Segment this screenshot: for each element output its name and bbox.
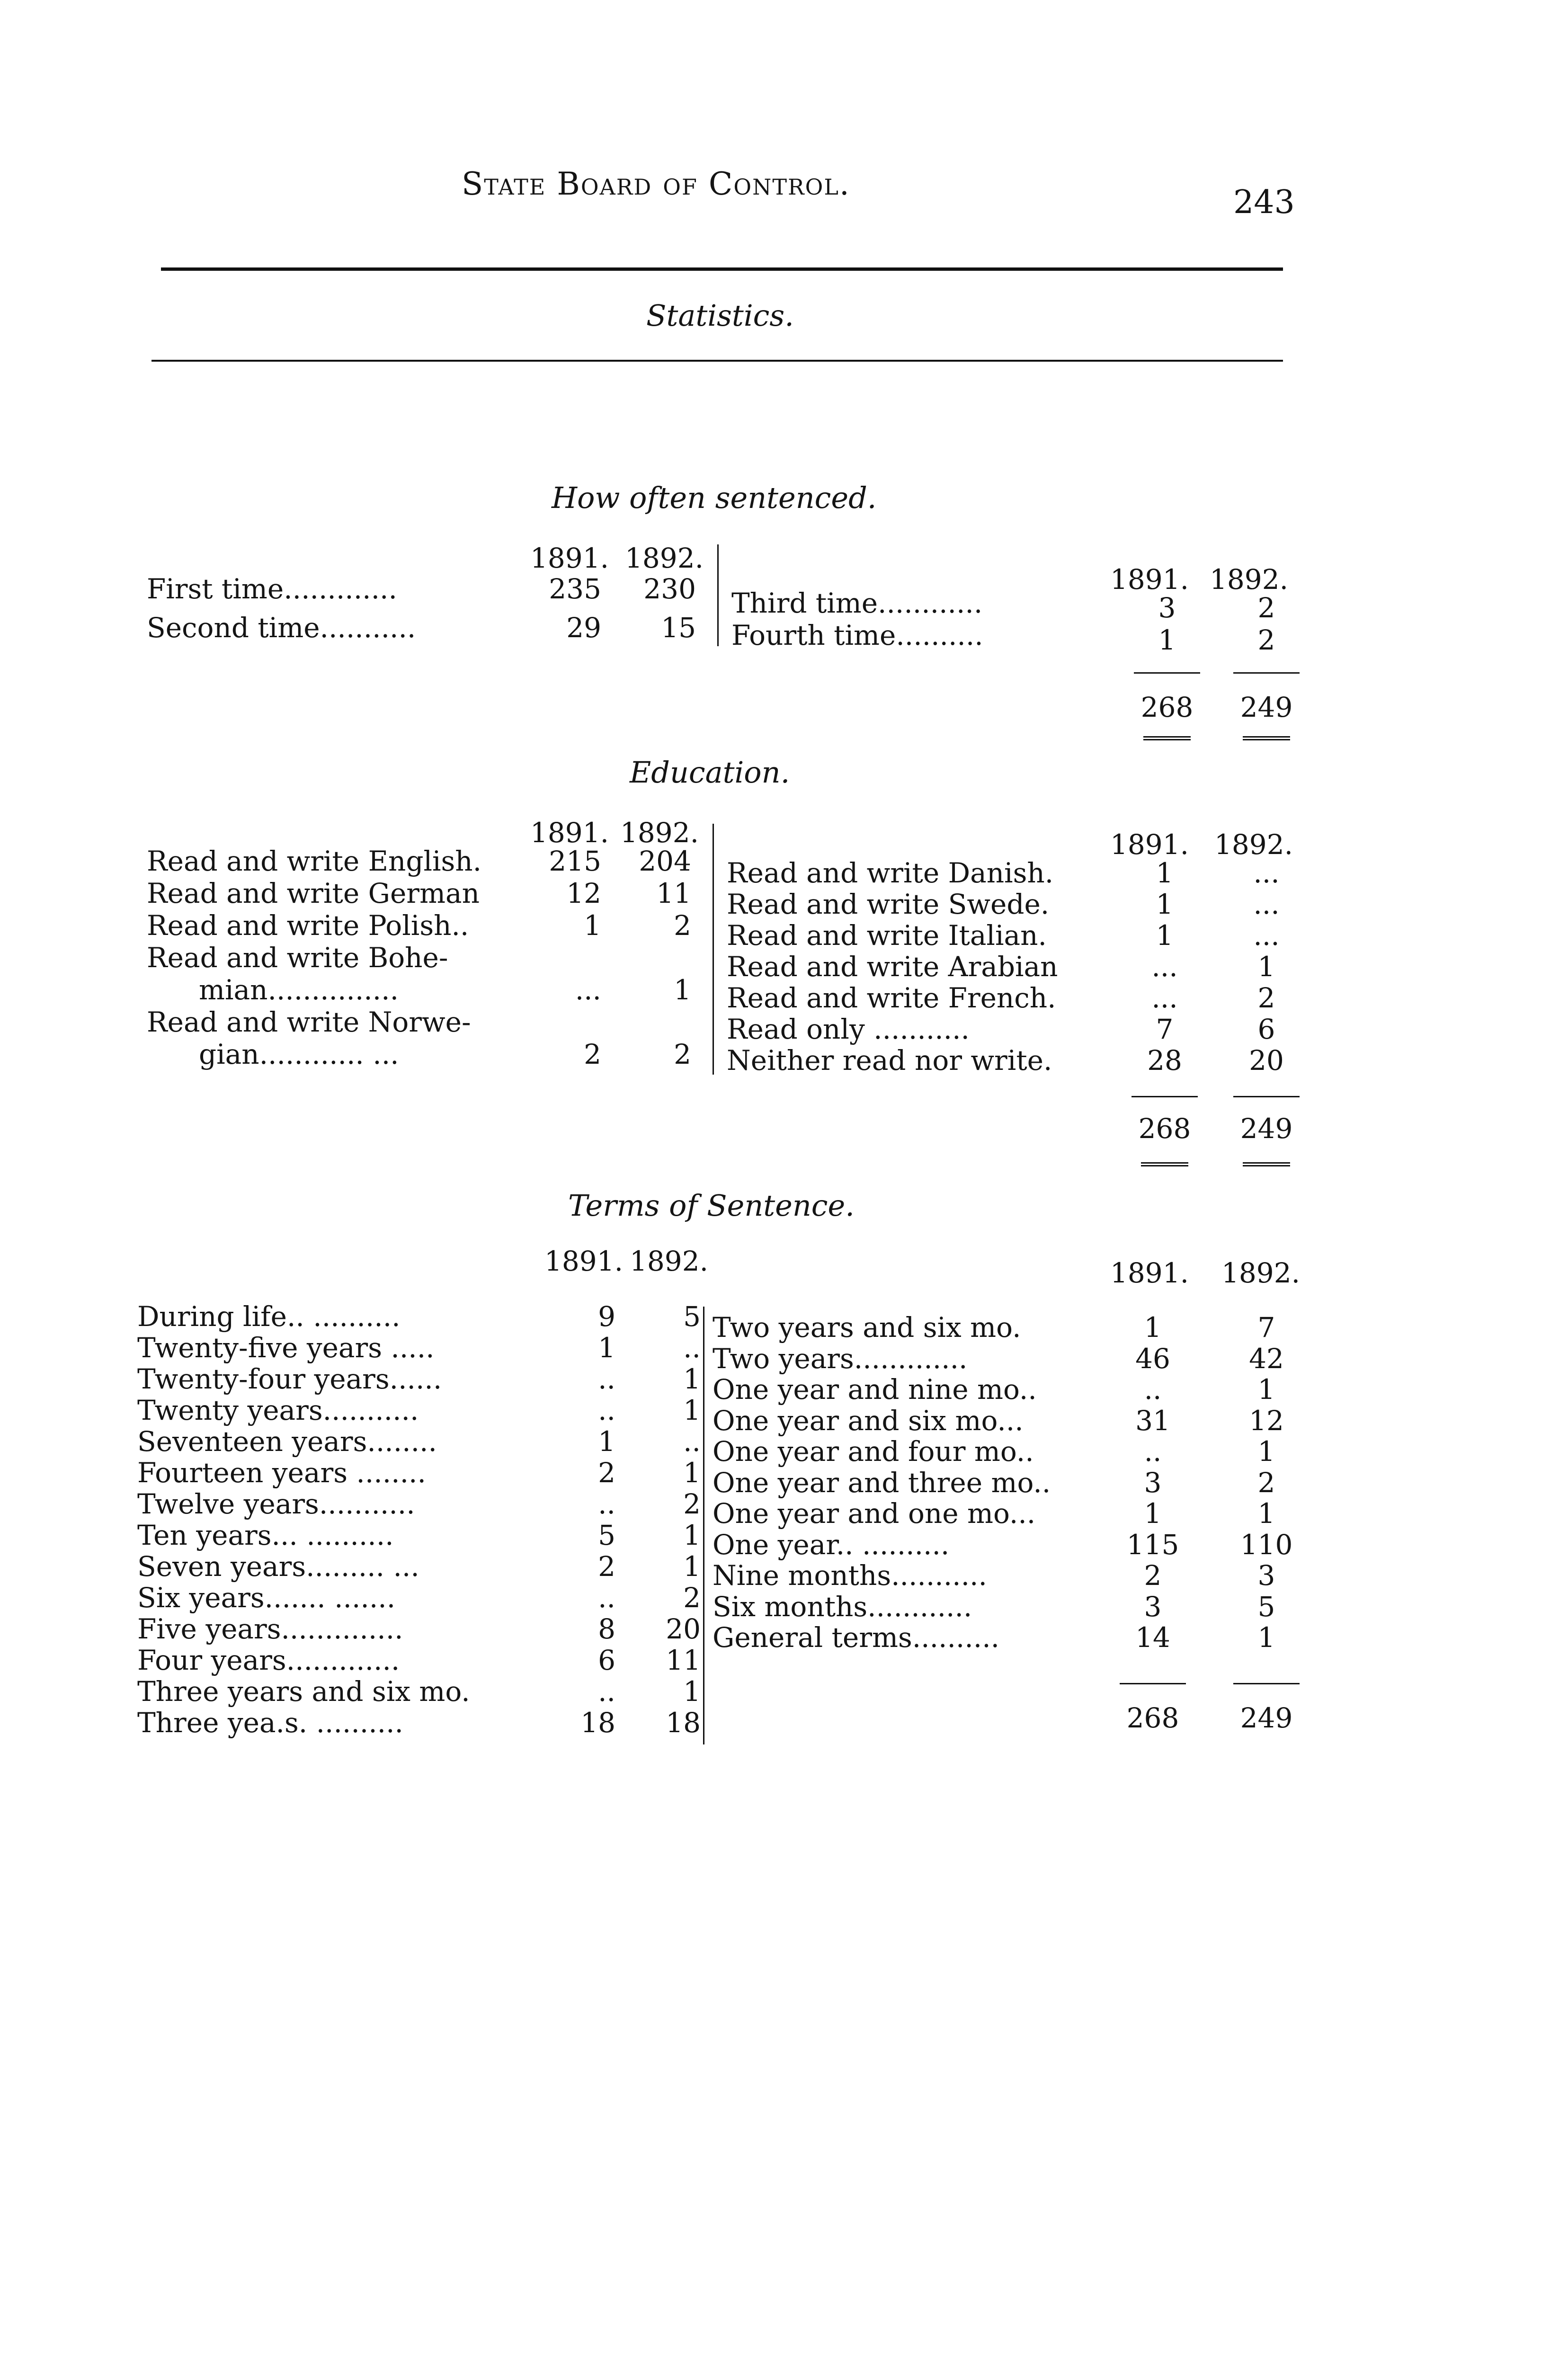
year-header: 1892. xyxy=(620,817,699,849)
row-label: General terms.......... xyxy=(713,1621,1000,1654)
value-1892: 1 xyxy=(1257,1621,1275,1654)
value-1891: 1 xyxy=(1144,1311,1162,1344)
value-1892: 204 xyxy=(639,845,691,877)
row-label: One year and nine mo.. xyxy=(713,1373,1037,1406)
year-header: 1892. xyxy=(625,542,704,574)
value-1891: .. xyxy=(598,1488,615,1520)
row-label: Read and write German xyxy=(147,877,480,909)
double-rule xyxy=(1141,1162,1188,1166)
value-1892: 1 xyxy=(683,1550,701,1583)
row-label: Read and write Polish.. xyxy=(147,909,469,942)
value-1891: 3 xyxy=(1144,1590,1162,1623)
row-label: Second time........... xyxy=(147,612,416,644)
value-1891: 3 xyxy=(1144,1466,1162,1499)
value-1891: 1 xyxy=(584,909,601,942)
row-label: First time............. xyxy=(147,573,397,605)
total-1892: 249 xyxy=(1240,1702,1293,1734)
row-label: Read and write Swede. xyxy=(727,888,1050,920)
value-1892: 2 xyxy=(1257,592,1275,624)
value-1891: .. xyxy=(1144,1373,1162,1406)
row-label: Nine months........... xyxy=(713,1559,987,1592)
value-1892: .. xyxy=(683,1332,701,1364)
total-1892: 249 xyxy=(1240,1112,1293,1145)
row-label: Ten years... .......... xyxy=(137,1519,394,1551)
row-label: Six years....... ....... xyxy=(137,1582,396,1614)
value-1892: 18 xyxy=(666,1707,701,1739)
value-1892: 2 xyxy=(1257,982,1275,1014)
value-1892: 12 xyxy=(1249,1404,1284,1437)
value-1892: 2 xyxy=(674,909,691,942)
row-label: Read and write Arabian xyxy=(727,951,1058,983)
total-1891: 268 xyxy=(1126,1702,1179,1734)
row-label: Seventeen years........ xyxy=(137,1425,437,1458)
row-label: Neither read nor write. xyxy=(727,1044,1052,1077)
row-label: During life.. .......... xyxy=(137,1300,401,1333)
row-label: Fourth time.......... xyxy=(731,619,983,651)
year-header: 1892. xyxy=(630,1245,709,1277)
value-1892: 5 xyxy=(683,1300,701,1333)
column-divider xyxy=(713,824,714,1075)
value-1891: ... xyxy=(1151,951,1178,983)
value-1892: 110 xyxy=(1240,1528,1293,1561)
row-label: Five years.............. xyxy=(137,1613,403,1645)
value-1892: 230 xyxy=(643,573,696,605)
row-label: Read and write Danish. xyxy=(727,857,1054,889)
value-1891: 1 xyxy=(598,1425,615,1458)
row-label: Read and write English. xyxy=(147,845,482,877)
value-1891: 5 xyxy=(598,1519,615,1551)
education-title: Education. xyxy=(630,755,790,790)
row-label: Two years and six mo. xyxy=(713,1311,1021,1344)
row-label: Read and write French. xyxy=(727,982,1056,1014)
value-1891: 12 xyxy=(566,877,601,909)
year-header: 1892. xyxy=(1221,1257,1301,1289)
row-label: Fourteen years ........ xyxy=(137,1457,426,1489)
row-label: One year and three mo.. xyxy=(713,1466,1051,1499)
row-label: Three yea.s. .......... xyxy=(137,1707,403,1739)
value-1892: 5 xyxy=(1257,1590,1275,1623)
value-1891: 1 xyxy=(1158,624,1176,656)
row-label: Read only ........... xyxy=(727,1013,970,1045)
row-label: Three years and six mo. xyxy=(137,1675,470,1708)
value-1891: 2 xyxy=(584,1038,601,1070)
value-1891: .. xyxy=(598,1582,615,1614)
total-rule xyxy=(1134,672,1200,674)
value-1892: 1 xyxy=(1257,951,1275,983)
running-header xyxy=(462,166,850,202)
value-1891: 3 xyxy=(1158,592,1176,624)
value-1892: 2 xyxy=(674,1038,691,1070)
row-label: One year and one mo... xyxy=(713,1497,1036,1530)
total-rule xyxy=(1233,1096,1300,1097)
row-label: Twenty-five years ..... xyxy=(137,1332,435,1364)
value-1892: 42 xyxy=(1249,1342,1284,1375)
row-label: Six months............ xyxy=(713,1590,972,1623)
column-divider xyxy=(717,544,719,646)
value-1891: 7 xyxy=(1156,1013,1174,1045)
value-1892: ... xyxy=(1253,857,1280,889)
value-1892: 2 xyxy=(1257,1466,1275,1499)
year-header: 1892. xyxy=(1210,563,1289,596)
page-number: 243 xyxy=(1233,184,1295,221)
value-1891: ... xyxy=(575,974,601,1006)
value-1892: 2 xyxy=(683,1488,701,1520)
year-header: 1891. xyxy=(1110,1257,1189,1289)
value-1892: 11 xyxy=(656,877,691,909)
value-1891: 115 xyxy=(1126,1528,1179,1561)
row-label: gian............ ... xyxy=(199,1038,399,1070)
value-1892: 1 xyxy=(683,1394,701,1426)
value-1892: 1 xyxy=(1257,1497,1275,1530)
value-1892: 1 xyxy=(1257,1373,1275,1406)
row-label: Two years............. xyxy=(713,1342,968,1375)
value-1892: 1 xyxy=(683,1519,701,1551)
header-word: of xyxy=(652,166,709,202)
value-1891: 18 xyxy=(580,1707,615,1739)
value-1892: 15 xyxy=(661,612,696,644)
total-1892: 249 xyxy=(1240,691,1293,723)
value-1891: .. xyxy=(598,1675,615,1708)
value-1891: 1 xyxy=(1156,919,1174,952)
value-1891: 9 xyxy=(598,1300,615,1333)
how-often-title: How often sentenced. xyxy=(552,481,877,515)
value-1891: 31 xyxy=(1135,1404,1170,1437)
value-1892: 1 xyxy=(674,974,691,1006)
value-1891: 2 xyxy=(598,1550,615,1583)
row-label: Read and write Norwe- xyxy=(147,1006,471,1038)
value-1892: 11 xyxy=(666,1644,701,1676)
value-1892: 20 xyxy=(1249,1044,1284,1077)
row-label: Read and write Italian. xyxy=(727,919,1047,952)
year-header: 1891. xyxy=(544,1245,624,1277)
value-1892: 1 xyxy=(1257,1435,1275,1468)
header-rule xyxy=(161,267,1283,271)
value-1892: 1 xyxy=(683,1457,701,1489)
double-rule xyxy=(1243,1162,1290,1166)
value-1891: 46 xyxy=(1135,1342,1170,1375)
double-rule xyxy=(1243,736,1290,740)
value-1892: 2 xyxy=(683,1582,701,1614)
value-1891: 1 xyxy=(1156,888,1174,920)
row-label: One year.. .......... xyxy=(713,1528,950,1561)
value-1891: 2 xyxy=(598,1457,615,1489)
row-label: mian............... xyxy=(199,974,399,1006)
year-header: 1891. xyxy=(1110,563,1189,596)
value-1891: 6 xyxy=(598,1644,615,1676)
column-divider xyxy=(703,1307,704,1744)
value-1891: 1 xyxy=(1156,857,1174,889)
value-1892: 3 xyxy=(1257,1559,1275,1592)
value-1891: ... xyxy=(1151,982,1178,1014)
total-1891: 268 xyxy=(1140,691,1194,723)
value-1892: ... xyxy=(1253,888,1280,920)
terms-title: Terms of Sentence. xyxy=(568,1188,855,1223)
year-header: 1892. xyxy=(1214,828,1293,861)
value-1891: 215 xyxy=(549,845,601,877)
value-1891: 1 xyxy=(1144,1497,1162,1530)
year-header: 1891. xyxy=(530,542,609,574)
value-1892: ... xyxy=(1253,919,1280,952)
value-1892: 20 xyxy=(666,1613,701,1645)
total-1891: 268 xyxy=(1138,1112,1191,1145)
value-1891: 28 xyxy=(1147,1044,1182,1077)
value-1891: 8 xyxy=(598,1613,615,1645)
row-label: Twelve years........... xyxy=(137,1488,415,1520)
total-rule xyxy=(1233,1683,1300,1684)
value-1892: 1 xyxy=(683,1363,701,1395)
row-label: Read and write Bohe- xyxy=(147,942,448,974)
row-label: Twenty-four years...... xyxy=(137,1363,442,1395)
header-word: Board xyxy=(557,166,652,202)
header-word: Control. xyxy=(708,166,850,202)
value-1891: 29 xyxy=(566,612,601,644)
value-1891: .. xyxy=(1144,1435,1162,1468)
value-1892: .. xyxy=(683,1425,701,1458)
value-1891: 1 xyxy=(598,1332,615,1364)
value-1892: 7 xyxy=(1257,1311,1275,1344)
row-label: One year and six mo... xyxy=(713,1404,1024,1437)
value-1891: 14 xyxy=(1135,1621,1170,1654)
header-word: State xyxy=(462,166,557,202)
total-rule xyxy=(1120,1683,1186,1684)
row-label: Seven years......... ... xyxy=(137,1550,419,1583)
total-rule xyxy=(1233,672,1300,674)
value-1891: .. xyxy=(598,1363,615,1395)
year-header: 1891. xyxy=(1110,828,1189,861)
row-label: Four years............. xyxy=(137,1644,400,1676)
value-1891: .. xyxy=(598,1394,615,1426)
value-1891: 2 xyxy=(1144,1559,1162,1592)
row-label: Twenty years........... xyxy=(137,1394,419,1426)
value-1892: 2 xyxy=(1257,624,1275,656)
total-rule xyxy=(1131,1096,1198,1097)
value-1892: 1 xyxy=(683,1675,701,1708)
value-1892: 6 xyxy=(1257,1013,1275,1045)
year-header: 1891. xyxy=(530,817,609,849)
value-1891: 235 xyxy=(549,573,601,605)
row-label: Third time............ xyxy=(731,587,983,619)
section-title: Statistics. xyxy=(646,298,794,333)
section-rule xyxy=(151,360,1283,362)
double-rule xyxy=(1143,736,1191,740)
row-label: One year and four mo.. xyxy=(713,1435,1034,1468)
